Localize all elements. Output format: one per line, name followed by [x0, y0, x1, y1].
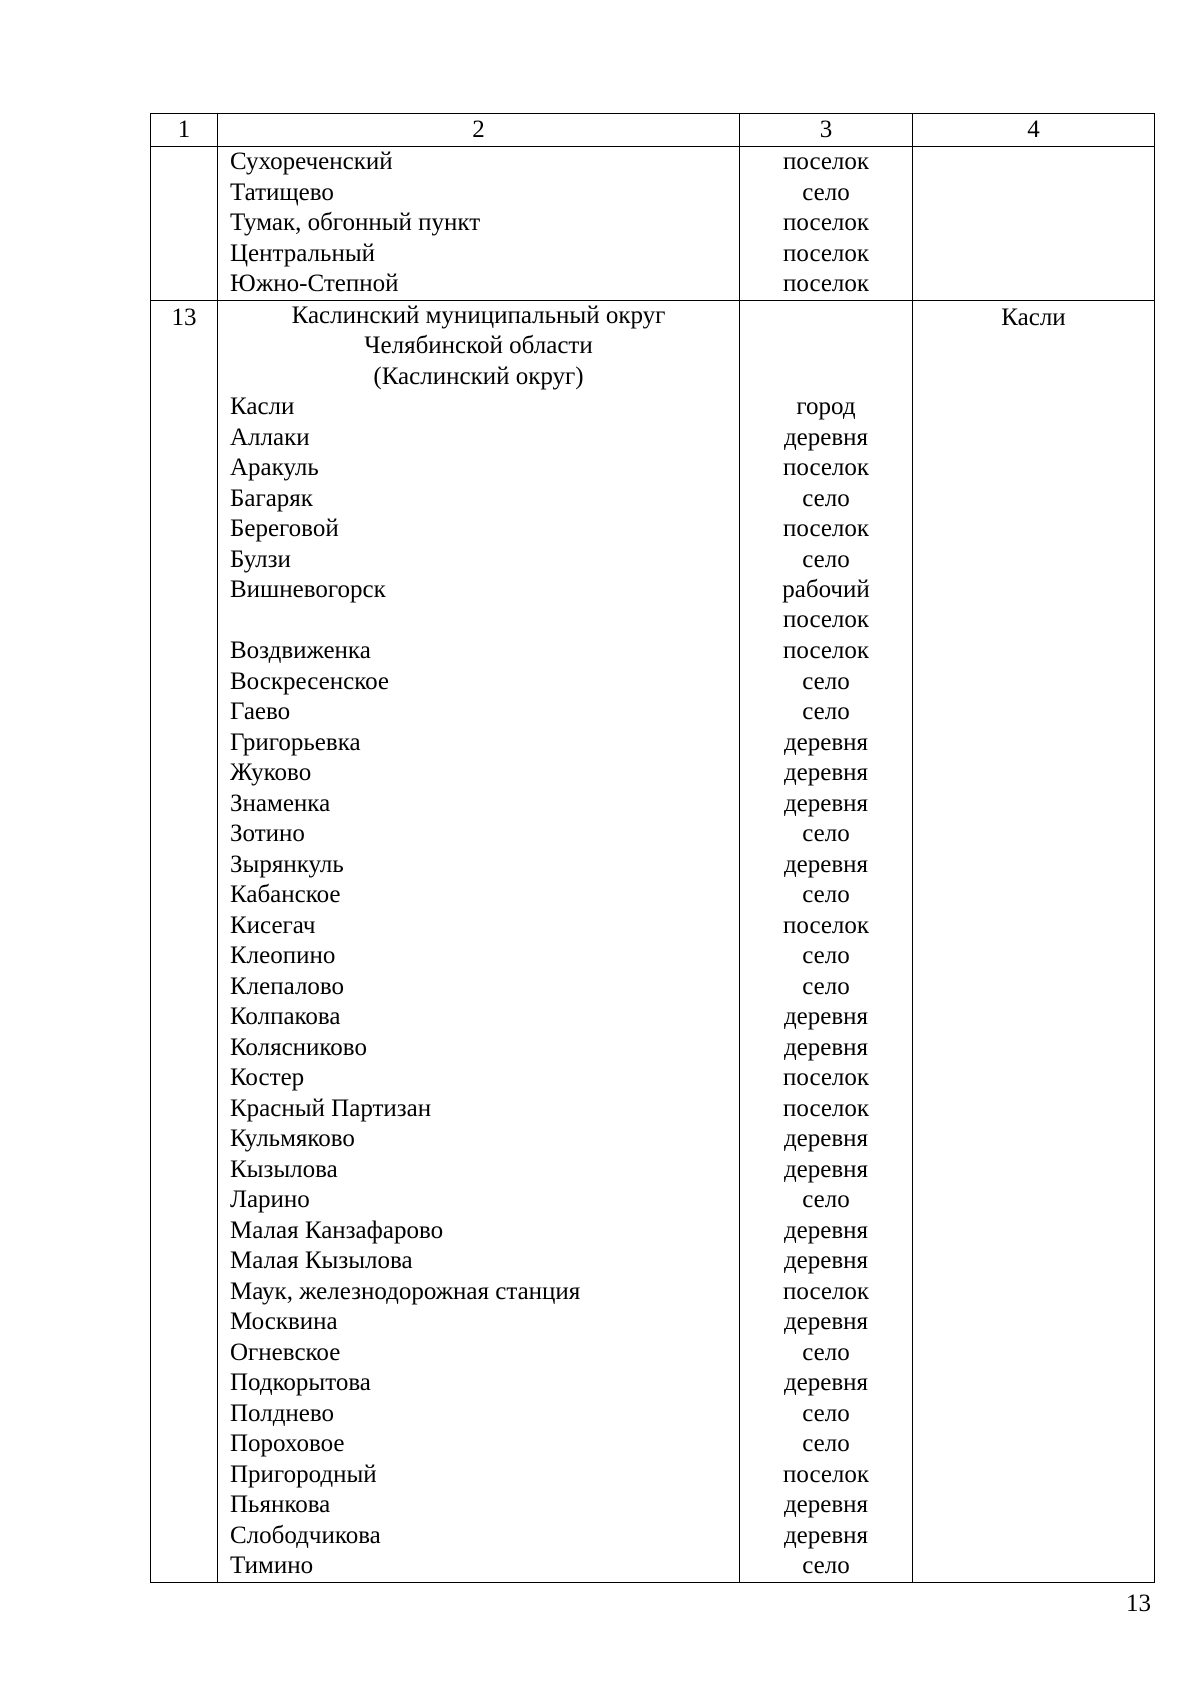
- continuation-center: [913, 147, 1155, 301]
- settlement-name-list: [218, 392, 739, 1582]
- settlement-name: Кызылова: [230, 1155, 338, 1183]
- settlement-name: Знаменка: [230, 789, 331, 817]
- settlement-name: Пьянкова: [230, 1491, 331, 1518]
- settlement-type: поселок: [782, 1064, 870, 1091]
- settlement-name: Сухореченский: [230, 148, 393, 175]
- settlement-name: Кульмяково: [230, 1125, 355, 1152]
- column-header-1: 1: [151, 114, 218, 147]
- settlement-name: Аллаки: [230, 423, 310, 451]
- settlement-name: Южно-Степной: [230, 270, 399, 297]
- settlement-name: Маук, железнодорожная станция: [230, 1277, 581, 1305]
- district-title-line: Челябинской области: [364, 332, 593, 359]
- settlement-type: деревня: [783, 1308, 869, 1335]
- settlement-type: поселок: [782, 209, 870, 236]
- settlement-type: поселок: [782, 911, 870, 939]
- settlement-name: Тимино: [230, 1552, 314, 1579]
- settlement-name: Григорьевка: [230, 728, 361, 756]
- settlement-type: поселок: [782, 637, 870, 664]
- settlement-name: Колпакова: [230, 1003, 341, 1030]
- settlement-name: Клепалово: [230, 972, 345, 1000]
- settlement-name: Касли: [230, 393, 295, 420]
- settlement-name: Зотино: [230, 820, 305, 847]
- district-names-cell: [218, 300, 740, 1582]
- settlement-name: Малая Канзафарово: [230, 1216, 444, 1244]
- settlement-type: деревня: [783, 759, 869, 786]
- district-center: Касли: [913, 300, 1155, 1582]
- settlement-name: Красный Партизан: [230, 1094, 432, 1122]
- settlement-name: Татищево: [230, 178, 334, 206]
- settlement-type: деревня: [783, 1155, 869, 1183]
- settlement-name: Клеопино: [230, 942, 336, 969]
- settlement-name: Зырянкуль: [230, 850, 344, 878]
- settlement-name: Слободчикова: [230, 1521, 381, 1549]
- settlement-type: деревня: [783, 1125, 869, 1152]
- settlement-type: деревня: [783, 1033, 869, 1061]
- district-title: [218, 301, 739, 393]
- settlement-type: деревня: [783, 1491, 869, 1518]
- settlement-type: поселок: [782, 1094, 870, 1122]
- settlement-type: село: [802, 1399, 850, 1427]
- continuation-names-cell: [218, 147, 740, 301]
- settlement-type: рабочий поселок: [782, 576, 870, 633]
- settlement-type: село: [802, 178, 850, 206]
- column-header-2: 2: [218, 114, 740, 147]
- settlement-type: село: [802, 820, 850, 847]
- district-title-spacer: [740, 301, 912, 393]
- settlement-type: село: [802, 667, 850, 695]
- column-header-3: 3: [740, 114, 913, 147]
- settlement-name: Воздвиженка: [230, 637, 371, 664]
- settlement-type: деревня: [783, 850, 869, 878]
- settlement-name: Воскресенское: [230, 667, 390, 695]
- continuation-row: [151, 147, 1155, 301]
- settlements-table: [150, 113, 1155, 1583]
- settlement-name: Булзи: [230, 545, 291, 573]
- line-spacer: [740, 362, 912, 393]
- settlement-name: Кабанское: [230, 881, 341, 908]
- settlement-type: поселок: [782, 270, 870, 297]
- settlement-type: деревня: [783, 1247, 869, 1274]
- settlement-type: поселок: [782, 239, 870, 267]
- settlement-name: Береговой: [230, 515, 339, 542]
- settlement-type: деревня: [783, 1369, 869, 1396]
- settlement-name: Тумак, обгонный пункт: [230, 209, 481, 236]
- settlement-name: Вишневогорск: [230, 576, 386, 603]
- line-spacer: [740, 301, 912, 332]
- settlement-name: Ларино: [230, 1186, 310, 1213]
- settlement-name: Багаряк: [230, 484, 313, 512]
- continuation-number: [151, 147, 218, 301]
- settlement-type: деревня: [783, 1216, 869, 1244]
- district-number: 13: [151, 300, 218, 1582]
- settlement-type: деревня: [783, 1003, 869, 1030]
- table-header-row: [151, 114, 1155, 147]
- settlement-type: поселок: [782, 148, 870, 175]
- settlement-type: село: [802, 1338, 850, 1366]
- settlement-type: поселок: [782, 1460, 870, 1488]
- settlement-type: село: [802, 484, 850, 512]
- district-title-line: (Каслинский округ): [373, 362, 584, 390]
- line-spacer: [218, 606, 739, 637]
- settlement-name: Москвина: [230, 1308, 338, 1335]
- settlement-type: село: [802, 881, 850, 908]
- settlement-name: Гаево: [230, 698, 291, 725]
- settlement-name: Костер: [230, 1064, 305, 1091]
- settlement-type: поселок: [782, 1277, 870, 1305]
- settlement-type-list: [740, 392, 912, 1582]
- settlement-name: Пороховое: [230, 1430, 345, 1457]
- continuation-types-cell: [740, 147, 913, 301]
- settlement-name: Аракуль: [230, 454, 319, 481]
- page-number: 13: [1126, 1590, 1151, 1617]
- settlement-name-list: [218, 147, 739, 300]
- settlement-name: Колясниково: [230, 1033, 367, 1061]
- settlement-type: деревня: [783, 728, 869, 756]
- settlement-name: Огневское: [230, 1338, 341, 1366]
- settlement-type: деревня: [783, 789, 869, 817]
- column-header-4: 4: [913, 114, 1155, 147]
- settlement-name: Пригородный: [230, 1460, 377, 1488]
- settlement-name: Кисегач: [230, 911, 316, 939]
- settlement-name: Жуково: [230, 759, 312, 786]
- settlement-type: село: [802, 698, 850, 725]
- district-title-line: Каслинский муниципальный округ: [291, 301, 666, 329]
- settlement-type: село: [802, 545, 850, 573]
- line-spacer: [740, 331, 912, 362]
- settlement-type: деревня: [783, 423, 869, 451]
- settlement-type: село: [802, 1552, 850, 1579]
- district-types-cell: [740, 300, 913, 1582]
- settlement-type-list: [740, 147, 912, 300]
- settlement-type: поселок: [782, 515, 870, 542]
- settlement-type: село: [802, 1186, 850, 1213]
- settlement-type: село: [802, 1430, 850, 1457]
- settlement-name: Подкорытова: [230, 1369, 371, 1396]
- settlement-type: деревня: [783, 1521, 869, 1549]
- settlement-type: село: [802, 942, 850, 969]
- settlement-name: Центральный: [230, 239, 376, 267]
- settlement-type: поселок: [782, 454, 870, 481]
- settlement-name: Малая Кызылова: [230, 1247, 413, 1274]
- settlement-name: Полднево: [230, 1399, 335, 1427]
- settlement-type: село: [802, 972, 850, 1000]
- settlement-type: город: [796, 393, 856, 420]
- district-row: [151, 300, 1155, 1582]
